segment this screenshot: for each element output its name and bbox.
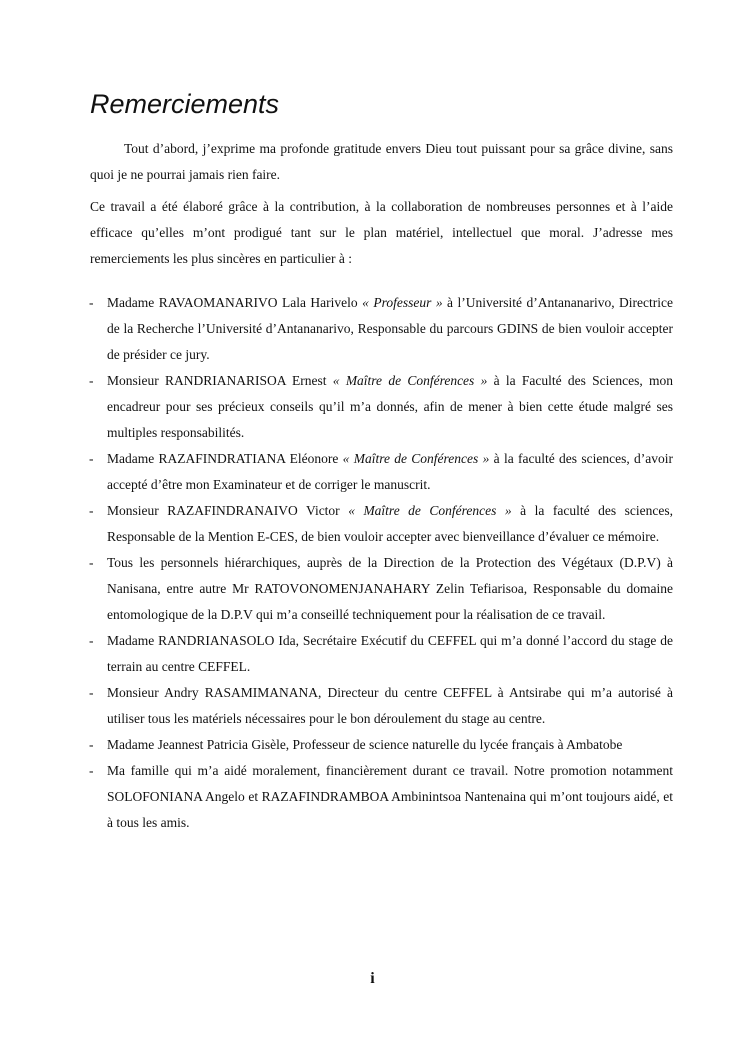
list-item — [90, 758, 673, 836]
list-bullet: - — [89, 633, 94, 649]
list-bullet: - — [89, 451, 94, 467]
item-title: « Maître de Conférences » — [342, 451, 490, 467]
item-text: Monsieur RANDRIANARISOA Ernest — [107, 373, 333, 389]
list-item — [90, 550, 673, 628]
item-title: « Maître de Conférences » — [348, 503, 512, 519]
list-item — [90, 290, 673, 368]
item-text-continued: à la Faculté des Sciences, mon encadreur pour ses précieux conseils qu’il m’a donnés, afin de mener à bien cette étude malgré ses multiples responsabilités. — [107, 373, 673, 441]
item-text: Madame RAZAFINDRATIANA Eléonore — [107, 451, 343, 467]
list-bullet: - — [89, 737, 94, 753]
item-text: Madame RANDRIANASOLO Ida, Secrétaire Exécutif du CEFFEL qui m’a donné l’accord du stage de terrain au centre CEFFEL. — [107, 633, 673, 675]
list-item — [90, 368, 673, 446]
list-bullet: - — [89, 373, 94, 389]
list-bullet: - — [89, 763, 94, 779]
list-item — [90, 732, 673, 758]
list-item — [90, 628, 673, 680]
item-text: Monsieur Andry RASAMIMANANA, Directeur du centre CEFFEL à Antsirabe qui m’a autorisé à utiliser tous les matériels nécessaires pour le bon déroulement du stage au centre. — [107, 685, 673, 727]
item-text: Tous les personnels hiérarchiques, auprès de la Direction de la Protection des Végétaux (D.P.V) à Nanisana, entre autre Mr RATOVONOMENJANAHARY Zelin Tefiarisoa, Responsable du domaine entomologique de la D.P.V qui m’a conseillé techniquement pour la réalisation de ce travail. — [107, 555, 673, 623]
list-item — [90, 446, 673, 498]
item-text: Madame RAVAOMANARIVO Lala Harivelo — [107, 295, 363, 311]
acknowledgement-intro-paragraph: Ce travail a été élaboré grâce à la contribution, à la collaboration de nombreuses personnes et à l’aide efficace qu’elles m’ont prodigué tant sur le plan matériel, intellectuel que moral. J’adresse mes remerciements les plus sincères en particulier à : — [90, 199, 673, 267]
item-text-continued: à la faculté des sciences, Responsable de la Mention E-CES, de bien vouloir accepter avec bienveillance d’évaluer ce mémoire. — [107, 503, 673, 545]
list-bullet: - — [89, 503, 94, 519]
list-bullet: - — [89, 555, 94, 571]
item-title: « Professeur » — [362, 295, 443, 311]
item-title: « Maître de Conférences » — [332, 373, 488, 389]
item-text-continued: à la faculté des sciences, d’avoir accepté d’être mon Examinateur et de corriger le manuscrit. — [107, 451, 673, 493]
intro-paragraph: Tout d’abord, j’exprime ma profonde gratitude envers Dieu tout puissant pour sa grâce divine, sans quoi je ne pourrai jamais rien faire. — [90, 141, 673, 183]
item-text-continued: à l’Université d’Antananarivo, Directrice de la Recherche l’Université d’Antananarivo, Responsable du parcours GDINS de bien vouloir accepter de présider ce jury. — [107, 295, 674, 363]
list-bullet: - — [89, 685, 94, 701]
list-item — [90, 498, 673, 550]
item-text: Madame Jeannest Patricia Gisèle, Professeur de science naturelle du lycée français à Ambatobe — [107, 737, 623, 753]
item-text: Monsieur RAZAFINDRANAIVO Victor — [107, 503, 349, 519]
acknowledgement-list — [90, 290, 673, 836]
page-title: Remerciements — [90, 89, 280, 119]
list-item — [90, 680, 673, 732]
document-page — [90, 88, 673, 836]
item-text: Ma famille qui m’a aidé moralement, financièrement durant ce travail. Notre promotion notamment SOLOFONIANA Angelo et RAZAFINDRAMBOA Ambinintsoa Nantenaina qui m’ont toujours aidé, et à tous les amis. — [107, 763, 673, 831]
list-bullet: - — [89, 295, 94, 311]
page-number: i — [370, 970, 375, 987]
